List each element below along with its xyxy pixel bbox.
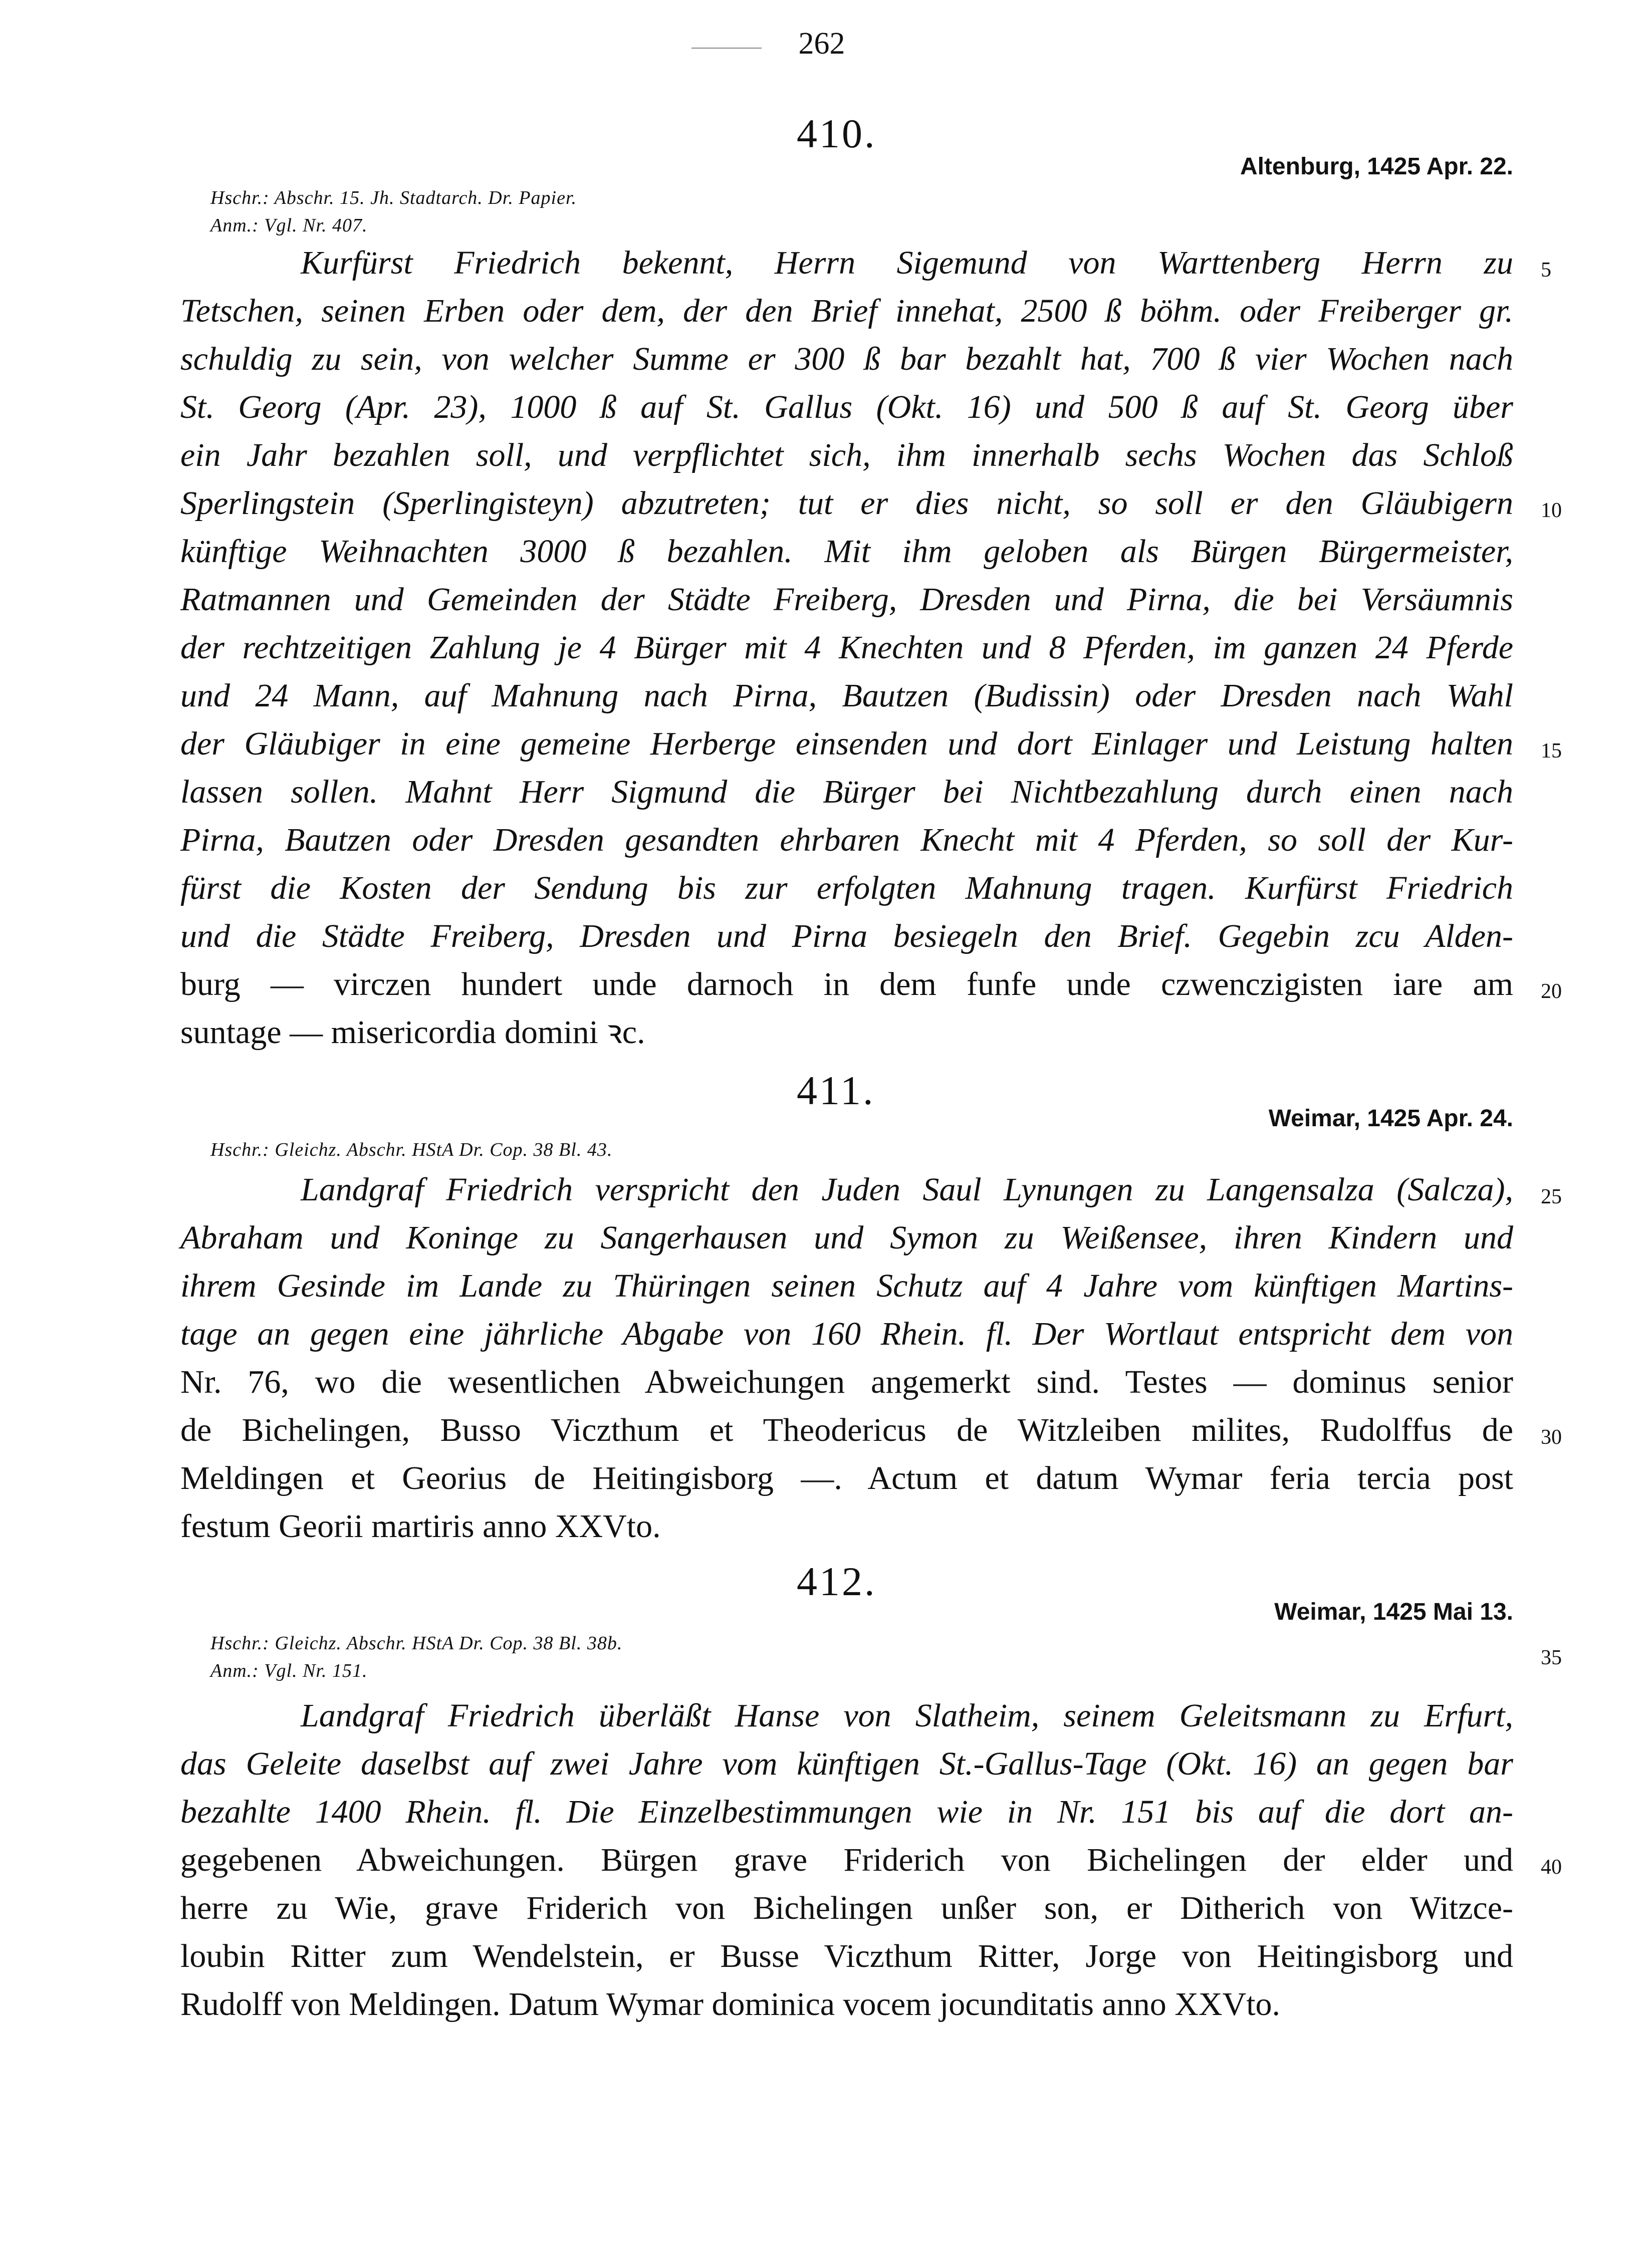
page-number: 262 xyxy=(798,27,845,61)
margin-line-number: 5 xyxy=(1541,259,1551,282)
margin-line-number: 20 xyxy=(1541,980,1562,1003)
text-line: fürst die Kosten der Sendung bis zur erfolgten Mahnung tragen. Kurfürst Friedrich xyxy=(180,870,1513,906)
text-line: tage an gegen eine jährliche Abgabe von 160 Rhein. fl. Der Wortlaut entspricht dem von xyxy=(180,1316,1513,1352)
text-line: festum Georii martiris anno XXVto. xyxy=(180,1508,661,1545)
text-line: de Bichelingen, Busso Viczthum et Theodericus de Witzleiben milites, Rudolffus de xyxy=(180,1412,1513,1448)
text-line: burg — virczen hundert unde darnoch in dem funfe unde czwenczigisten iare am xyxy=(180,966,1513,1002)
entry-number: 411. xyxy=(797,1068,875,1113)
text-line: Abraham und Koninge zu Sangerhausen und Symon zu Weißensee, ihren Kindern und xyxy=(180,1219,1513,1256)
margin-line-number: 40 xyxy=(1541,1856,1562,1879)
text-line: Sperlingstein (Sperlingisteyn) abzutreten; tut er dies nicht, so soll er den Gläubigern xyxy=(180,485,1513,522)
entry-place-date: Weimar, 1425 Apr. 24. xyxy=(1268,1105,1513,1132)
text-line: Rudolff von Meldingen. Datum Wymar dominica vocem jocunditatis anno XXVto. xyxy=(180,1986,1281,2023)
entry-place-date: Altenburg, 1425 Apr. 22. xyxy=(1240,153,1513,180)
entry-meta-line: Anm.: Vgl. Nr. 407. xyxy=(210,215,368,236)
text-line: ihrem Gesinde im Lande zu Thüringen seinen Schutz auf 4 Jahre vom künftigen Martins- xyxy=(180,1268,1513,1304)
text-line: Tetschen, seinen Erben oder dem, der den Brief innehat, 2500 ß böhm. oder Freiberger gr. xyxy=(180,293,1513,329)
text-line: gegebenen Abweichungen. Bürgen grave Friderich von Bichelingen der elder und xyxy=(180,1842,1513,1878)
margin-line-number: 15 xyxy=(1541,739,1562,763)
text-line: bezahlte 1400 Rhein. fl. Die Einzelbestimmungen wie in Nr. 151 bis auf die dort an- xyxy=(180,1794,1513,1830)
entry-meta-line: Hschr.: Gleichz. Abschr. HStA Dr. Cop. 38 Bl. 38b. xyxy=(210,1633,623,1654)
margin-line-number: 25 xyxy=(1541,1185,1562,1208)
text-line: ein Jahr bezahlen soll, und verpflichtet sich, ihm innerhalb sechs Wochen das Schloß xyxy=(180,437,1513,473)
text-line: lassen sollen. Mahnt Herr Sigmund die Bürger bei Nichtbezahlung durch einen nach xyxy=(180,774,1513,810)
text-line: künftige Weihnachten 3000 ß bezahlen. Mit ihm geloben als Bürgen Bürgermeister, xyxy=(180,533,1513,570)
entry-place-date: Weimar, 1425 Mai 13. xyxy=(1274,1599,1513,1625)
text-line: Ratmannen und Gemeinden der Städte Freiberg, Dresden und Pirna, die bei Versäumnis xyxy=(180,581,1513,618)
text-line: und 24 Mann, auf Mahnung nach Pirna, Bautzen (Budissin) oder Dresden nach Wahl xyxy=(180,677,1513,714)
text-line: suntage — misericordia domini ꝛc. xyxy=(180,1014,645,1051)
text-line: das Geleite daselbst auf zwei Jahre vom künftigen St.-Gallus-Tage (Okt. 16) an gegen bar xyxy=(180,1745,1513,1782)
margin-line-number: 35 xyxy=(1541,1646,1562,1669)
text-line: schuldig zu sein, von welcher Summe er 300 ß bar bezahlt hat, 700 ß vier Wochen nach xyxy=(180,341,1513,377)
text-line: Nr. 76, wo die wesentlichen Abweichungen angemerkt sind. Testes — dominus senior xyxy=(180,1364,1513,1400)
entry-meta-line: Hschr.: Abschr. 15. Jh. Stadtarch. Dr. Papier. xyxy=(210,187,577,208)
text-line: Landgraf Friedrich überläßt Hanse von Slatheim, seinem Geleitsmann zu Erfurt, xyxy=(301,1697,1513,1734)
entry-number: 412. xyxy=(797,1559,877,1604)
text-line: Landgraf Friedrich verspricht den Juden Saul Lynungen zu Langensalza (Salcza), xyxy=(301,1171,1513,1208)
text-line: herre zu Wie, grave Friderich von Bichelingen unßer son, er Ditherich von Witzce- xyxy=(180,1890,1513,1926)
text-line: Pirna, Bautzen oder Dresden gesandten ehrbaren Knecht mit 4 Pferden, so soll der Kur- xyxy=(180,822,1513,858)
text-line: und die Städte Freiberg, Dresden und Pirna besiegeln den Brief. Gegebin zcu Alden- xyxy=(180,918,1513,954)
margin-line-number: 30 xyxy=(1541,1426,1562,1449)
text-line: der Gläubiger in eine gemeine Herberge einsenden und dort Einlager und Leistung halten xyxy=(180,725,1513,762)
text-line: St. Georg (Apr. 23), 1000 ß auf St. Gallus (Okt. 16) und 500 ß auf St. Georg über xyxy=(180,389,1513,425)
entry-meta-line: Hschr.: Gleichz. Abschr. HStA Dr. Cop. 38 Bl. 43. xyxy=(210,1139,613,1160)
header-rule xyxy=(691,48,762,49)
margin-line-number: 10 xyxy=(1541,499,1562,522)
entry-number: 410. xyxy=(797,111,877,156)
text-line: Kurfürst Friedrich bekennt, Herrn Sigemund von Warttenberg Herrn zu xyxy=(301,244,1513,281)
entry-meta-line: Anm.: Vgl. Nr. 151. xyxy=(210,1660,368,1681)
text-line: Meldingen et Georius de Heitingisborg —. Actum et datum Wymar feria tercia post xyxy=(180,1460,1513,1496)
text-line: der rechtzeitigen Zahlung je 4 Bürger mit 4 Knechten und 8 Pferden, im ganzen 24 Pferde xyxy=(180,629,1513,666)
text-line: loubin Ritter zum Wendelstein, er Busse Viczthum Ritter, Jorge von Heitingisborg und xyxy=(180,1938,1513,1974)
